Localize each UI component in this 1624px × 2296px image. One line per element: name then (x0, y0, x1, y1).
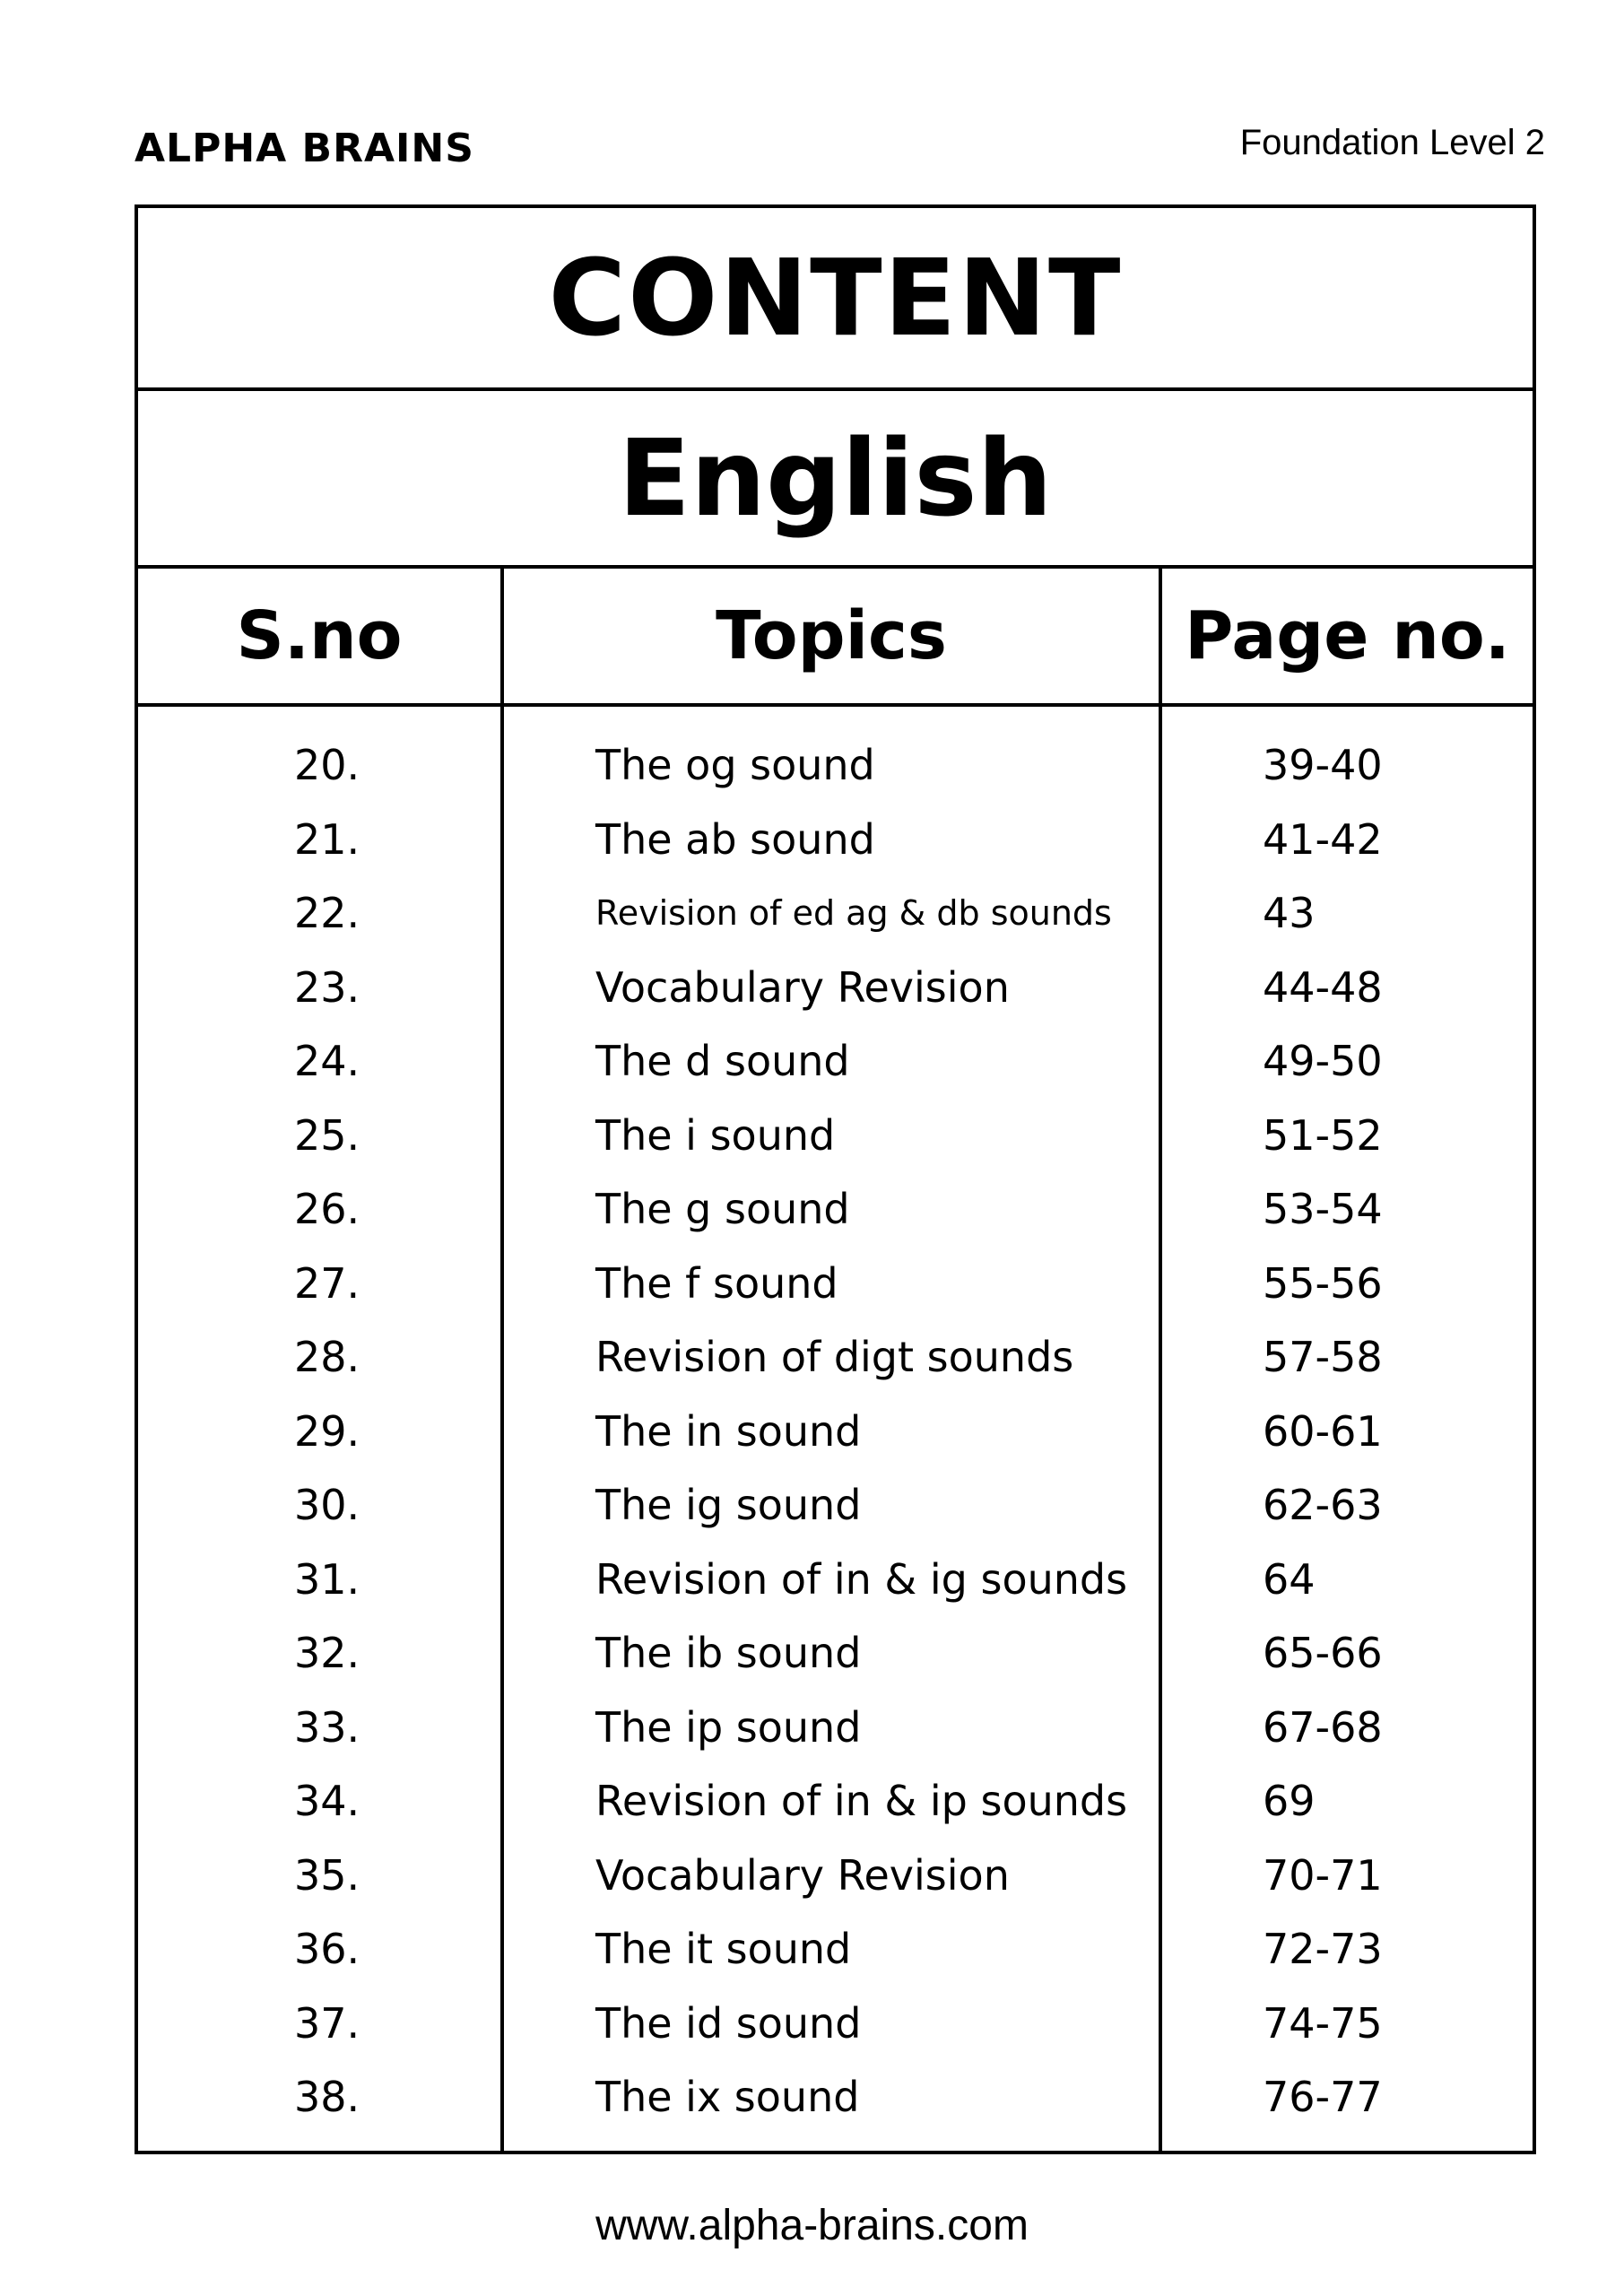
content-table-frame (135, 204, 1536, 2154)
row-page: 39-40 (1263, 741, 1383, 789)
row-topic: The it sound (595, 1925, 852, 1973)
row-topic: The g sound (595, 1185, 850, 1233)
row-topic: The in sound (595, 1406, 862, 1456)
row-page: 74-75 (1263, 1998, 1383, 2048)
row-topic: Revision of ed ag & db sounds (595, 893, 1112, 933)
row-sno: 38. (294, 2073, 360, 2121)
row-sno: 23. (294, 962, 360, 1012)
row-topic: The d sound (595, 1037, 850, 1085)
subject-row (138, 391, 1533, 569)
row-topic: The ib sound (595, 1629, 862, 1677)
row-page: 57-58 (1263, 1333, 1383, 1381)
table-row (138, 1987, 1533, 2061)
row-page: 69 (1263, 1777, 1316, 1825)
subject-title: English (618, 416, 1053, 540)
row-page: 70-71 (1263, 1850, 1383, 1900)
table-row (138, 1839, 1533, 1913)
row-sno: 26. (294, 1185, 360, 1233)
row-sno: 21. (294, 814, 360, 864)
row-topic: The f sound (595, 1258, 838, 1308)
row-page: 64 (1263, 1554, 1316, 1604)
row-page: 49-50 (1263, 1037, 1383, 1085)
row-sno: 32. (294, 1629, 360, 1677)
table-row (138, 1912, 1533, 1987)
row-page: 62-63 (1263, 1481, 1383, 1529)
page-title: CONTENT (548, 236, 1123, 360)
table-row (138, 803, 1533, 877)
brand-logo-text: ALPHA BRAINS (135, 126, 474, 171)
row-topic: The ig sound (595, 1481, 862, 1529)
table-row (138, 1764, 1533, 1839)
row-topic: Revision of in & ig sounds (595, 1554, 1128, 1604)
row-page: 41-42 (1263, 814, 1383, 864)
table-row (138, 951, 1533, 1025)
row-page: 43 (1263, 889, 1316, 937)
row-topic: The ab sound (595, 814, 875, 864)
row-topic: Revision of digt sounds (595, 1333, 1074, 1381)
column-header-page: Page no. (1185, 597, 1510, 674)
row-topic: The og sound (595, 741, 875, 789)
table-row (138, 1099, 1533, 1173)
level-label: Foundation Level 2 (1239, 123, 1545, 162)
row-sno: 27. (294, 1258, 360, 1308)
row-page: 76-77 (1263, 2073, 1383, 2121)
row-page: 44-48 (1263, 962, 1383, 1012)
row-topic: Revision of in & ip sounds (595, 1777, 1128, 1825)
row-topic: The ip sound (595, 1702, 862, 1752)
table-row (138, 2060, 1533, 2135)
row-page: 53-54 (1263, 1185, 1383, 1233)
row-page: 55-56 (1263, 1258, 1383, 1308)
row-sno: 30. (294, 1481, 360, 1529)
table-row (138, 1320, 1533, 1395)
table-body (138, 707, 1533, 2135)
row-sno: 29. (294, 1406, 360, 1456)
table-row (138, 1691, 1533, 1765)
row-page: 65-66 (1263, 1629, 1383, 1677)
table-row (138, 1172, 1533, 1247)
row-topic: The ix sound (595, 2073, 860, 2121)
table-row (138, 1024, 1533, 1099)
title-row (138, 208, 1533, 391)
row-topic: The i sound (595, 1110, 836, 1160)
row-page: 67-68 (1263, 1702, 1383, 1752)
row-page: 72-73 (1263, 1925, 1383, 1973)
row-sno: 25. (294, 1110, 360, 1160)
row-sno: 22. (294, 889, 360, 937)
table-row (138, 1247, 1533, 1321)
row-sno: 20. (294, 741, 360, 789)
table-row (138, 1616, 1533, 1691)
row-sno: 37. (294, 1998, 360, 2048)
table-row (138, 1543, 1533, 1617)
row-sno: 34. (294, 1777, 360, 1825)
row-sno: 24. (294, 1037, 360, 1085)
footer-url: www.alpha-brains.com (595, 2202, 1029, 2249)
table-header-row (138, 569, 1533, 707)
table-row (138, 728, 1533, 803)
column-header-topics: Topics (716, 597, 947, 674)
row-sno: 35. (294, 1850, 360, 1900)
row-sno: 28. (294, 1333, 360, 1381)
table-row (138, 1395, 1533, 1469)
table-row (138, 1468, 1533, 1543)
row-topic: Vocabulary Revision (595, 1850, 1010, 1900)
row-page: 51-52 (1263, 1110, 1383, 1160)
row-sno: 33. (294, 1702, 360, 1752)
row-sno: 36. (294, 1925, 360, 1973)
row-sno: 31. (294, 1554, 360, 1604)
table-row (138, 876, 1533, 951)
row-page: 60-61 (1263, 1406, 1383, 1456)
row-topic: The id sound (595, 1998, 862, 2048)
row-topic: Vocabulary Revision (595, 962, 1010, 1012)
column-header-sno: S.no (236, 597, 403, 674)
